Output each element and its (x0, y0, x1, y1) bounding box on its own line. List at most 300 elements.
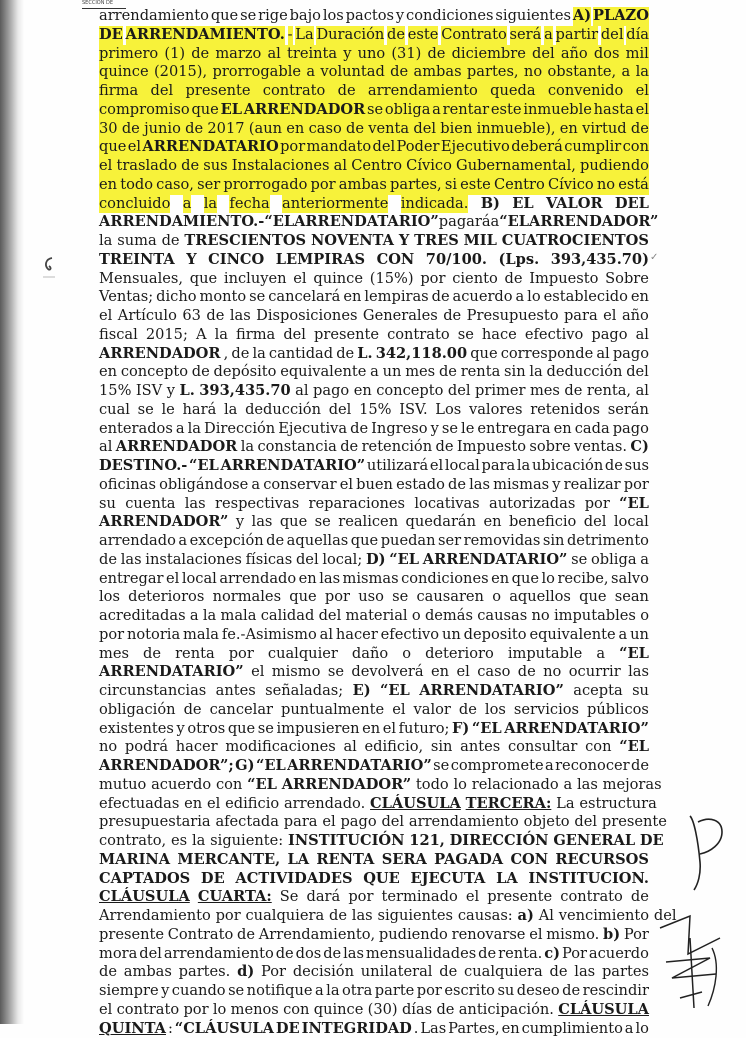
word: que (351, 532, 378, 551)
word: de (387, 26, 405, 45)
word: las (628, 663, 649, 682)
word: notoria (127, 626, 180, 645)
text-line (99, 813, 649, 832)
word: RECURSOS (555, 851, 649, 870)
word: servicios (514, 701, 579, 720)
word: ISV. (399, 401, 427, 420)
word: ARRENDATARIO” (423, 551, 568, 570)
word: pagará (439, 213, 491, 232)
word: de (562, 982, 580, 1001)
word: de (143, 645, 161, 664)
word: el (166, 570, 179, 589)
word: pudiendo (580, 157, 649, 176)
word: compromete (451, 757, 544, 776)
word: que (289, 588, 316, 607)
word: ARRENDAMIENTO.- (99, 213, 264, 232)
word: contrato (387, 326, 450, 345)
word: presente (602, 813, 667, 832)
word: el (207, 795, 220, 814)
word: buen (356, 476, 393, 495)
word: efectivo (381, 626, 439, 645)
word: removidas (464, 532, 541, 551)
word: contrato (263, 82, 326, 101)
word: acuerdo (151, 776, 211, 795)
word: las (252, 513, 273, 532)
word: partir (556, 26, 599, 45)
word: cualquiera (246, 907, 325, 926)
word: a (516, 288, 525, 307)
word: de (329, 907, 347, 926)
word: acepta (573, 682, 622, 701)
word: de (336, 345, 354, 364)
word: cantidad (269, 345, 333, 364)
text-line (99, 213, 649, 232)
word: se (392, 588, 408, 607)
word: dos (594, 45, 620, 64)
word: señaladas; (265, 682, 343, 701)
word: venta (368, 120, 409, 139)
word: traslado (116, 157, 177, 176)
word: deposito (464, 626, 527, 645)
word: lo (541, 570, 554, 589)
word: Arrendamiento (99, 907, 211, 926)
word: rige (258, 7, 288, 26)
word: la (204, 195, 217, 214)
word: de (185, 120, 203, 139)
text-line (99, 776, 649, 795)
text-line (99, 307, 649, 326)
word: renta (175, 645, 215, 664)
word: DE (276, 1020, 300, 1038)
word: públicos (587, 701, 649, 720)
word: pago (340, 813, 376, 832)
word: TRES (414, 232, 459, 251)
word: se (138, 401, 154, 420)
word: beneficio (509, 513, 576, 532)
word: un (442, 626, 461, 645)
word: físicas (246, 551, 293, 570)
text-line (99, 570, 649, 589)
word: las (185, 495, 206, 514)
word: imputables (554, 607, 636, 626)
word: las (319, 570, 340, 589)
word: se (442, 420, 458, 439)
word: a (370, 363, 379, 382)
word: ser (438, 532, 461, 551)
word: TREINTA (99, 251, 175, 270)
word: mejoras (603, 776, 662, 795)
word: cancelar (210, 701, 273, 720)
word: la (224, 401, 237, 420)
word: depósito (214, 363, 277, 382)
word: la (215, 326, 228, 345)
word: firma (236, 326, 275, 345)
word: con (585, 738, 611, 757)
word: L. (179, 382, 194, 401)
word: L. (357, 345, 372, 364)
word: 342,118.00 (376, 345, 467, 364)
word: (aun (249, 120, 282, 139)
word: ARRENDAMIENTO. (126, 26, 285, 45)
text-line (99, 945, 649, 964)
word: enterados (99, 420, 173, 439)
word: sin (543, 532, 565, 551)
word: ocurrir (569, 663, 621, 682)
word: de (206, 307, 224, 326)
word: G) (235, 757, 254, 776)
word: del (283, 326, 306, 345)
word: a (306, 63, 315, 82)
word: no (531, 607, 549, 626)
word: será (510, 26, 542, 45)
word: el (636, 82, 649, 101)
word: se (571, 551, 587, 570)
word: corresponde (501, 345, 594, 364)
word: por (624, 476, 649, 495)
word: de (518, 663, 536, 682)
word: obliga (385, 101, 431, 120)
word: de (427, 45, 445, 64)
word: su (99, 495, 116, 514)
word: obligándose (159, 476, 248, 495)
word: rentar (443, 101, 490, 120)
word: material (346, 607, 408, 626)
word: pago (613, 420, 649, 439)
word: mismas (343, 570, 399, 589)
word: arrendamiento (99, 7, 209, 26)
word: que (211, 7, 238, 26)
word: cuenta (125, 495, 175, 514)
text-line (99, 476, 649, 495)
word: los (99, 588, 120, 607)
word: fe.-Asimismo (222, 626, 317, 645)
word: del (448, 382, 471, 401)
word: efectuadas (99, 795, 179, 814)
text-line (99, 7, 649, 26)
word: equivalente (280, 363, 366, 382)
word: obstante, (547, 63, 616, 82)
word: la (192, 832, 205, 851)
text-line (99, 1020, 649, 1038)
word: INSTITUCIÓN (288, 832, 404, 851)
text-line (99, 457, 649, 476)
word: de (439, 963, 457, 982)
word: . (414, 1020, 419, 1038)
word: de (266, 532, 284, 551)
word: “EL (389, 551, 419, 570)
word: virtud (582, 120, 627, 139)
word: el (251, 663, 264, 682)
word: quedarán (406, 513, 477, 532)
word: podrá (125, 738, 168, 757)
word: de (505, 270, 523, 289)
word: se (458, 326, 474, 345)
word: al (267, 45, 280, 64)
word: A) (573, 7, 591, 26)
word: o (402, 645, 411, 664)
word: de (631, 888, 649, 907)
word: antes (460, 738, 500, 757)
text-line (99, 645, 649, 664)
word: en (631, 288, 649, 307)
word: este (460, 176, 491, 195)
word: Cívico (548, 176, 594, 195)
word: que (470, 345, 497, 364)
word: un (630, 626, 649, 645)
word: de (448, 476, 466, 495)
word: no (543, 663, 561, 682)
word: MARINA (99, 851, 170, 870)
word: de (550, 963, 568, 982)
word: al (636, 382, 649, 401)
word: DEL (615, 195, 649, 214)
word: edificio (225, 795, 279, 814)
word: pago (591, 326, 627, 345)
word: el (430, 457, 443, 476)
word: uso (358, 588, 384, 607)
word: partes, (467, 63, 519, 82)
word: del (139, 945, 162, 964)
word: de (231, 345, 249, 364)
word: que (191, 101, 218, 120)
word: el (636, 101, 649, 120)
word: lo (213, 1001, 226, 1020)
word: DE (640, 832, 664, 851)
word: la (517, 457, 530, 476)
word: Por (624, 926, 649, 945)
word: 70/100. (426, 251, 487, 270)
word: las (574, 963, 595, 982)
word: que (579, 588, 606, 607)
word: caso, (156, 176, 194, 195)
word: prorrogado (223, 176, 307, 195)
text-line (99, 888, 649, 907)
text-line (99, 420, 649, 439)
word: anticipación. (459, 1001, 554, 1020)
word: “EL (247, 776, 277, 795)
word: de (432, 288, 450, 307)
word: en (560, 120, 578, 139)
word: al (343, 738, 356, 757)
word: dicho (156, 288, 196, 307)
word: o (492, 588, 501, 607)
word: 15% (99, 382, 131, 401)
word: sean (615, 588, 649, 607)
word: hará (183, 401, 217, 420)
word: 393,435.70) (551, 251, 649, 270)
word: Los (435, 401, 461, 420)
word: C) (630, 438, 649, 457)
word: otra (342, 982, 372, 1001)
word: 121, (409, 832, 445, 851)
text-line (99, 232, 649, 251)
word: TRESCIENTOS (184, 232, 306, 251)
word: compromiso (99, 101, 190, 120)
word: que (99, 138, 126, 157)
word: es (171, 832, 187, 851)
word: indicada. (401, 195, 469, 214)
word: por (325, 588, 350, 607)
word: establecido (544, 288, 628, 307)
word: Ingreso (371, 420, 427, 439)
text-line (99, 588, 649, 607)
word: partes. (179, 963, 231, 982)
word: Impuesto (529, 270, 598, 289)
word: las (577, 776, 598, 795)
word: renta. (498, 945, 542, 964)
word: arrendamiento (164, 945, 274, 964)
word: normales (213, 588, 282, 607)
word: reconocer (555, 757, 630, 776)
word: demás (425, 607, 473, 626)
word: EL (221, 101, 242, 120)
word: Las (420, 1020, 446, 1038)
text-line (99, 963, 649, 982)
word: Contrato (441, 26, 507, 45)
word: a (622, 63, 631, 82)
word: realizar (564, 476, 621, 495)
word: arrendado (219, 570, 296, 589)
word: del (296, 551, 319, 570)
word: la (203, 607, 216, 626)
word: el (456, 663, 469, 682)
word: junio (144, 120, 181, 139)
word: QUINTA (99, 1020, 166, 1038)
word: a (251, 476, 260, 495)
word: año (622, 307, 649, 326)
word: a (545, 757, 554, 776)
word: y (177, 720, 185, 739)
word: inmueble (523, 101, 592, 120)
word: cual (99, 401, 130, 420)
word: puedan (381, 532, 436, 551)
word: ARRENDADOR (99, 345, 221, 364)
word: ARRENDATARIO (142, 138, 278, 157)
word: LA (287, 851, 309, 870)
word: concepto (121, 363, 188, 382)
word: la (529, 363, 542, 382)
word: fiscal (99, 326, 138, 345)
word: ARRENDADOR” (529, 213, 658, 232)
word: se (328, 663, 344, 682)
word: rescindir (583, 982, 649, 1001)
word: futuro; (399, 720, 450, 739)
word: dará (307, 888, 341, 907)
word: del (373, 138, 396, 157)
word: pago (613, 345, 649, 364)
word: de (184, 701, 202, 720)
word: excepción (190, 532, 264, 551)
word: lempiras (364, 288, 428, 307)
word: local (182, 570, 217, 589)
word: cualquier (268, 645, 338, 664)
word: cumplir (564, 138, 621, 157)
word: en (483, 513, 501, 532)
word: CLÁUSULA (99, 888, 190, 907)
word: a (619, 626, 628, 645)
word: “EL (619, 645, 649, 664)
word: decisión (293, 963, 354, 982)
word: sus (625, 457, 649, 476)
word: del (584, 513, 607, 532)
word: LEMPIRAS (276, 251, 365, 270)
word: ARRENDATARIO” (419, 682, 564, 701)
word: mismo. (546, 926, 599, 945)
word: CLÁUSULA (558, 1001, 649, 1020)
word: deberá (511, 138, 563, 157)
word: con (283, 1001, 309, 1020)
word: DESTINO.- (99, 457, 187, 476)
word: 15% (359, 401, 391, 420)
word: serán (608, 401, 649, 420)
word: siguientes (377, 907, 453, 926)
word: las (230, 307, 251, 326)
text-line (99, 907, 649, 926)
word: GENERAL (553, 832, 635, 851)
word: bien (440, 120, 472, 139)
word: cuando (172, 982, 226, 1001)
word: se (240, 7, 256, 26)
word: DIRECCIÓN (450, 832, 549, 851)
text-line (99, 120, 649, 139)
word: se (367, 101, 383, 120)
word: “EL (472, 720, 502, 739)
word: obligación (99, 701, 176, 720)
word: afectada (215, 813, 279, 832)
word: salvo (611, 570, 649, 589)
word: sus (203, 157, 227, 176)
word: está (618, 176, 649, 195)
word: deducción (547, 363, 623, 382)
word: menos (231, 1001, 279, 1020)
word: lo (527, 288, 540, 307)
word: ciento (452, 270, 498, 289)
word: se (433, 757, 449, 776)
word: estructura (579, 795, 656, 814)
word: partes, (390, 176, 442, 195)
word: ARRENDADOR”; (99, 757, 234, 776)
word: no (524, 63, 542, 82)
word: DE (201, 870, 225, 889)
word: Partes, (448, 1020, 499, 1038)
word: lo (635, 1020, 648, 1038)
word: arrendamiento (368, 82, 478, 101)
text-line (99, 513, 649, 532)
text-line (99, 101, 649, 120)
word: caso (477, 663, 510, 682)
word: realicen (338, 513, 398, 532)
word: días (402, 1001, 432, 1020)
word: el (99, 307, 112, 326)
word: de (192, 363, 210, 382)
word: o (412, 607, 421, 626)
word: treinta (287, 45, 337, 64)
word: CUATROCIENTOS (502, 232, 649, 251)
word: primero (99, 45, 158, 64)
word: autorizadas (489, 495, 575, 514)
text-line (99, 138, 649, 157)
word: detrimento (567, 532, 649, 551)
word: Contrato (168, 926, 234, 945)
text-line (99, 738, 649, 757)
word: presupuestaria (99, 813, 211, 832)
word: los (485, 701, 506, 720)
word: del (329, 401, 352, 420)
word: a (491, 213, 500, 232)
word: día (626, 26, 649, 45)
word: siguiente: (210, 832, 283, 851)
signature-mark-upper (676, 810, 742, 892)
